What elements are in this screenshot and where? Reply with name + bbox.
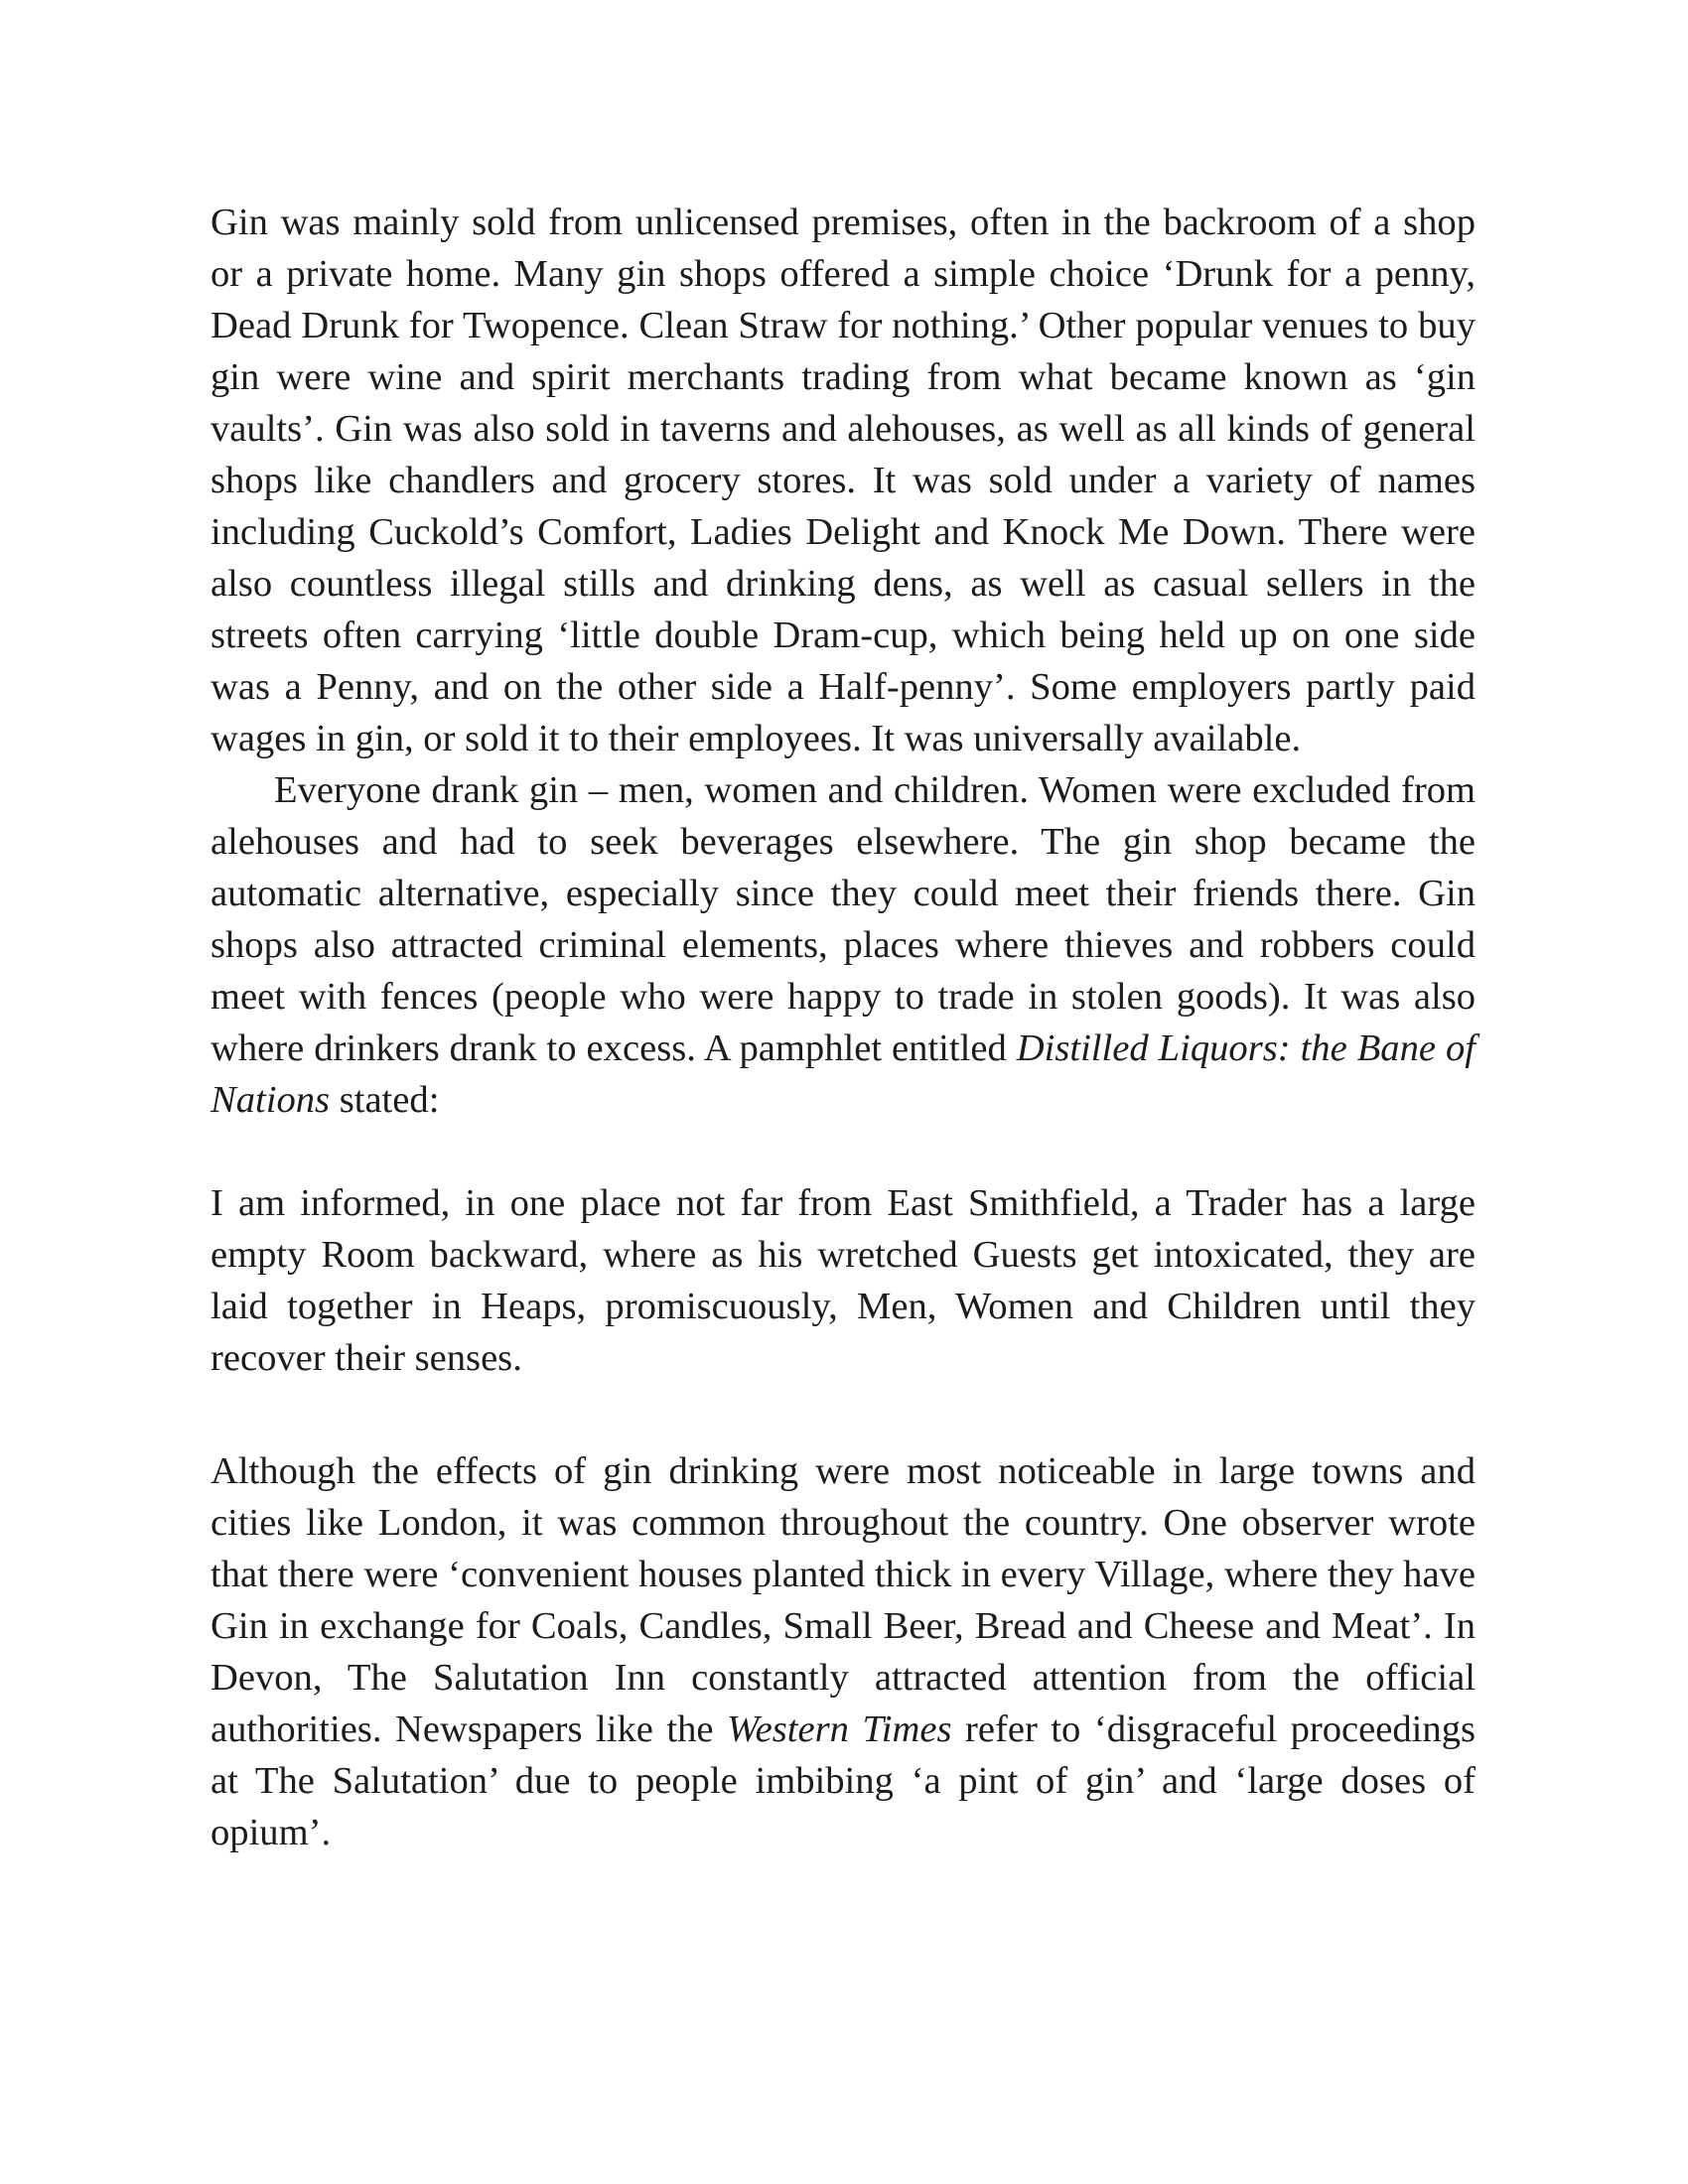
paragraph-text: Although the effects of gin drinking were most noticeable in large towns and cities like London, it was common throughout the country. One observer wrote that there were ‘convenient houses planted thick in every Village, where they have Gin in exchange for Coals, Candles, Small Beer, Bread and Cheese and Meat’. In Devon, The Salutation Inn constantly attracted attention from the official authorities. Newspapers like the — [211, 1450, 1476, 1750]
block-quote: I am informed, in one place not far from East Smithfield, a Trader has a large empty Room backward, where as his wretched Guests get intoxicated, they are laid together in Heaps, promiscuously, Men, Women and Children until they recover their senses. — [211, 1182, 1476, 1379]
document-page — [211, 197, 1476, 1858]
paragraph-text-end: refer to ‘disgraceful proceedings at The Salutation’ due to people imbibing ‘a pint of gin’ and ‘large doses of opium’. — [211, 1708, 1476, 1853]
paragraph-text: Everyone drank gin – men, women and children. Women were excluded from alehouses and had to seek beverages elsewhere. The gin shop became the automatic alternative, especially since they could meet their friends there. Gin shops also attracted criminal elements, places where thieves and robbers could meet with fences (people who were happy to trade in stolen goods). It was also where drinkers drank to excess. A pamphlet entitled — [211, 769, 1476, 1069]
paragraph-gin-sales: Gin was mainly sold from unlicensed premises, often in the backroom of a shop or a private home. Many gin shops offered a simple choice ‘Drunk for a penny, Dead Drunk for Twopence. Clean Straw for nothing.’ Other popular venues to buy gin were wine and spirit merchants trading from what became known as ‘gin vaults’. Gin was also sold in taverns and alehouses, as well as all kinds of general shops like chandlers and grocery stores. It was sold under a variety of names including Cuckold’s Comfort, Ladies Delight and Knock Me Down. There were also countless illegal stills and drinking dens, as well as casual sellers in the streets often carrying ‘little double Dram-cup, which being held up on one side was a Penny, and on the other side a Half-penny’. Some employers partly paid wages in gin, or sold it to their employees. It was universally available. — [211, 202, 1476, 759]
newspaper-title: Western Times — [727, 1708, 952, 1750]
pamphlet-title: Distilled Liquors: the Bane of Nations — [211, 1027, 1476, 1121]
paragraph-text-end: stated: — [330, 1079, 440, 1121]
paragraph-effects — [211, 1445, 1476, 1858]
paragraph-everyone-drank — [211, 764, 1476, 1126]
